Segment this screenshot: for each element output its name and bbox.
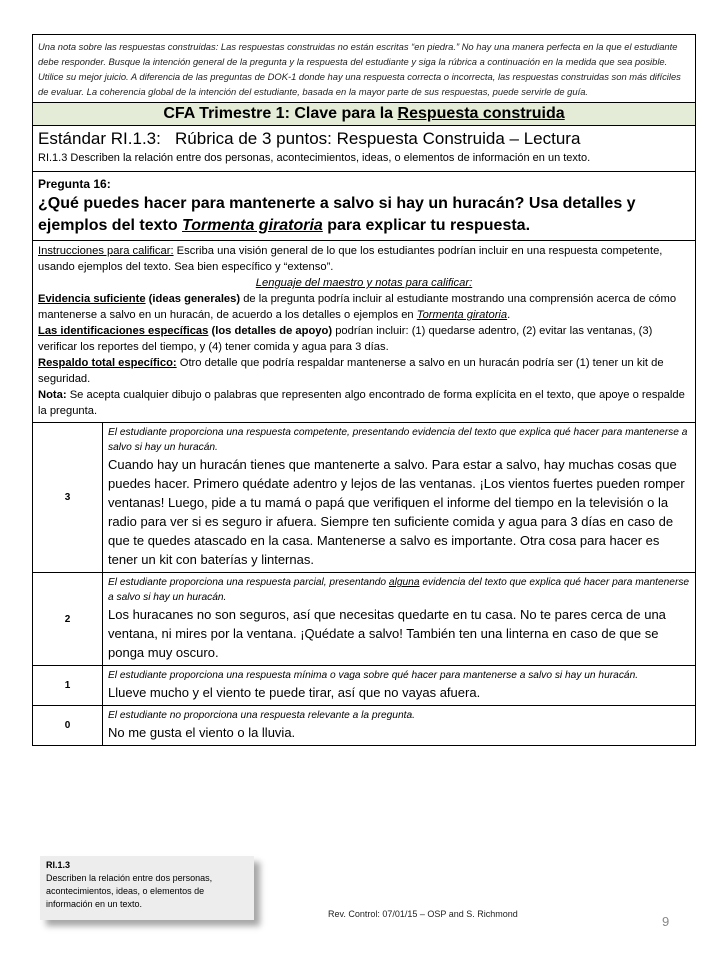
grading-instructions [32,240,696,422]
question-section [32,171,696,240]
score-value: 3 [33,423,103,573]
instructions-label: Instrucciones para calificar: [38,245,174,257]
question-text-end: para explicar tu respuesta. [322,217,531,234]
specific-label: Las identificaciones específicas [38,325,209,337]
evidence-paragraph [38,291,690,323]
score-value: 2 [33,573,103,666]
standard-rubric-heading: Rúbrica de 3 puntos: Respuesta Construida – Lectura [175,129,581,148]
standard-code: Estándar RI.1.3: [38,129,161,148]
score-cell [103,706,695,745]
revision-footer: Rev. Control: 07/01/15 – OSP and S. Richmond [328,909,518,919]
sample-response: No me gusta el viento o la lluvia. [108,725,296,740]
score-description-end: evidencia del texto que explica qué hacer para mantenerse a salvo si hay un huracán. [108,577,690,603]
score-description [108,575,691,605]
note-label: Nota: [38,389,67,401]
score-cell [103,666,695,706]
standard-section [32,125,696,171]
question-number: Pregunta 16: [38,177,111,191]
score-description: El estudiante no proporciona una respuesta relevante a la pregunta. [108,710,415,721]
title-part-1: CFA Trimestre 1: Clave para la [163,105,398,122]
specific-bold: (los detalles de apoyo) [208,325,333,337]
support-label: Respaldo total específico: [38,357,177,369]
score-value: 0 [33,706,103,745]
support-paragraph [38,355,690,387]
constructed-response-note: Una nota sobre las respuestas construidas: Las respuestas construidas no están escritas “en piedra.” No hay una manera perfecta en la que el estudiante debe responder. Busque la intención general de la pregunta y la respuesta del estudiante y siga la rúbrica a continuación en la medida que sea posible. Utilice su mejor juicio. A diferencia de las preguntas de DOK-1 donde hay una respuesta correcta o incorrecta, las respuestas construidas son más difíciles de evaluar. La coherencia global de la intención del estudiante, basada en la mayor parte de sus respuestas, puede servirle de guía. [32,34,696,102]
standard-heading [38,128,690,150]
question-text-title: Tormenta giratoria [182,217,323,234]
rubric-page [32,34,696,746]
specific-paragraph [38,323,690,355]
evidence-bold: (ideas generales) [145,293,241,305]
specific-text: podrían incluir: (1) quedarse adentro, (2) evitar las ventanas, (3) verificar los reportes del tiempo, y (4) tener comida y agua para 3 días. [38,325,653,353]
score-cell [103,423,695,573]
title-part-2: Respuesta construida [397,105,565,122]
sample-response: Llueve mucho y el viento te puede tirar, así que no vayas afuera. [108,685,481,700]
score-description-start: El estudiante proporciona una respuesta parcial, presentando [108,577,389,588]
page-number: 9 [662,914,670,929]
note-paragraph [38,387,690,419]
question-text [38,193,690,237]
score-description-underlined: alguna [388,577,420,588]
standard-description: RI.1.3 Describen la relación entre dos personas, acontecimientos, ideas, o elementos de información en un texto. [38,152,591,164]
teacher-notes-heading: Lenguaje del maestro y notas para calificar: [255,277,473,289]
evidence-title: Tormenta giratoria [416,309,508,321]
question-text-start: ¿Qué puedes hacer para mantenerte a salvo si hay un huracán? Usa detalles y ejemplos del texto [38,195,636,234]
score-description: El estudiante proporciona una respuesta competente, presentando evidencia del texto que explica qué hacer para mantenerse a salvo si hay un huracán. [108,427,688,453]
sticky-text: Describen la relación entre dos personas, acontecimientos, ideas, o elementos de información en un texto. [46,873,213,909]
standard-sticky-note [40,856,254,920]
sticky-title: RI.1.3 [46,860,71,870]
evidence-text: de la pregunta podría incluir al estudiante mostrando una comprensión acerca de cómo mantenerse a salvo en un huracán, de acuerdo a los detalles o ejemplos en [38,293,677,321]
evidence-label: Evidencia suficiente [38,293,146,305]
evidence-end: . [507,309,511,321]
support-text: Otro detalle que podría respaldar mantenerse a salvo en un huracán podría ser (1) tener un kit de seguridad. [38,357,664,385]
instructions-paragraph [38,243,690,275]
sample-response: Los huracanes no son seguros, así que necesitas quedarte en tu casa. No te pares cerca de una ventana, ni mires por la ventana. ¡Quédate a salvo! También ten una linterna en caso de que se ponga muy oscuro. [108,607,666,660]
score-value: 1 [33,666,103,706]
score-table [32,422,696,746]
sample-response: Cuando hay un huracán tienes que mantenerte a salvo. Para estar a salvo, hay muchas cosas que puedes hacer. Primero quédate adentro y lejos de las ventanas. ¡Los vientos fuertes pueden romper ventanas! Luego, pide a tu mamá o papá que verifiquen el informe del tiempo en la televisión o la radio para ver si es seguro ir afuera. Siempre ten suficiente comida y agua para 3 días en caso de que te quedes atascado en la casa. Mantenerse a salvo es importante. Otra cosa para hacer es tener un kit con baterías y linternas. [108,457,685,567]
note-text: Se acepta cualquier dibujo o palabras que representen algo encontrado de forma explícita en el texto, que apoye o respalde la pregunta. [38,389,685,417]
page-title [32,102,696,125]
score-description: El estudiante proporciona una respuesta mínima o vaga sobre qué hacer para mantenerse a salvo si hay un huracán. [108,670,639,681]
instructions-text: Escriba una visión general de lo que los estudiantes podrían incluir en una respuesta competente, usando ejemplos del texto. Sea bien específico y “extenso”. [38,245,663,273]
score-cell [103,573,695,666]
